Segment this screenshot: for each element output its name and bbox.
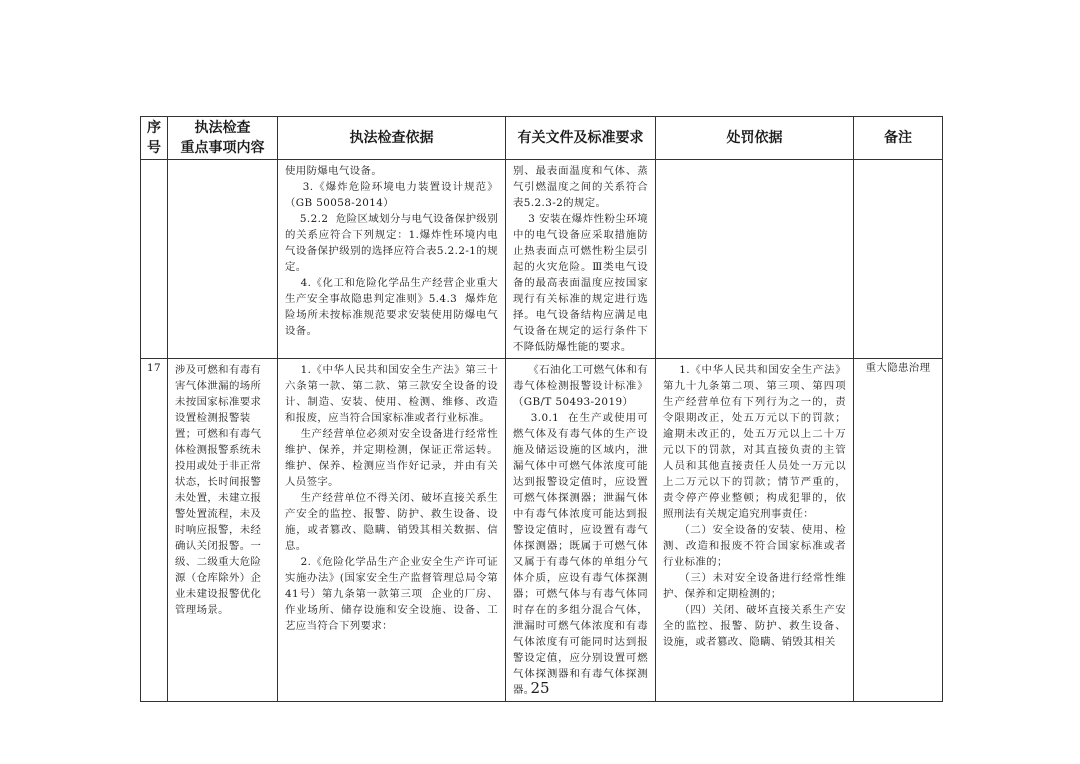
cell-standards — [506, 359, 656, 702]
enforcement-table — [140, 116, 943, 702]
header-content-line2: 重点事项内容 — [180, 140, 265, 156]
row-standards: 别、最表面温度和气体、蒸气引燃温度之间的关系符合表5.2.3-2的规定。 3 安装在爆炸性粉尘环境中的电气设备应采取措施防止热表面点可燃性粉尘层引起的火灾危险。Ⅲ类电气设备的最高表面温度应按国家现行有关标准的规定进行选择。电气设备结构应满足电气设备在规定的运行条件下不降低防爆性能的要求。 — [513, 165, 649, 353]
cell-basis — [278, 160, 506, 359]
cell-remarks — [854, 359, 943, 702]
row-penalty — [657, 161, 852, 165]
header-content-line1: 执法检查 — [194, 120, 251, 136]
table-row — [141, 160, 943, 359]
cell-remarks — [854, 160, 943, 359]
cell-penalty — [656, 160, 854, 359]
header-basis: 执法检查依据 — [278, 117, 506, 160]
row-content: 涉及可燃和有毒有害气体泄漏的场所未按国家标准要求设置检测报警装置；可燃和有毒气体检测报警系统未投用或处于非正常状态，长时间报警未处置，未建立报警处置流程，未及时响应报警，未经确认关闭报警。一级、二级重大危险源（仓库除外）企业未建设报警优化管理场景。 — [175, 364, 262, 616]
row-remarks — [855, 161, 941, 165]
row-basis: 1.《中华人民共和国安全生产法》第三十六条第一款、第二款、第三款安全设备的设计、制造、安装、使用、检测、维修、改造和报废，应当符合国家标准或者行业标准。 生产经营单位必须对安全设备进行经常性维护、保养，并定期检测，保证正常运转。维护、保养、检测应当作好记录，并由有关人员签字。 生产经营单位不得关闭、破坏直接关系生产安全的监控、报警、防护、救生设备、设施，或者篡改、隐瞒、销毁其相关数据、信息。 2.《危险化学品生产企业安全生产许可证实施办法》(国家安全生产监督管理总局令第41号）第九条第一款第三项 企业的厂房、作业场所、储存设施和安全设施、设备、工艺应当符合下列要求： — [285, 364, 499, 632]
table-header-row — [141, 117, 943, 160]
header-remarks: 备注 — [854, 117, 943, 160]
cell-standards — [506, 160, 656, 359]
cell-content — [168, 160, 278, 359]
row-remarks: 重大隐患治理 — [865, 362, 931, 374]
cell-content — [168, 359, 278, 702]
header-seq — [141, 117, 168, 160]
cell-basis — [278, 359, 506, 702]
page-number: 25 — [530, 679, 550, 697]
cell-seq — [141, 359, 168, 702]
row-standards: 《石油化工可燃气体和有毒气体检测报警设计标准》（GB/T 50493-2019） 3.0.1 在生产或使用可燃气体及有毒气体的生产设施及储运设施的区域内，泄漏气体中可燃气体浓度可能达到报警设定值时，应设置可燃气体探测器；泄漏气体中有毒气体浓度可能达到报警设定值时，应设置有毒气体探测器；既属于可燃气体又属于有毒气体的单组分气体介质，应设有毒气体探测器；可燃气体与有毒气体同时存在的多组分混合气体，泄漏时可燃气体浓度和有毒气体浓度有可能同时达到报警设定值，应分别设置可燃气体探测器和有毒气体探测器。 — [513, 364, 649, 696]
cell-seq — [141, 160, 168, 359]
header-content — [168, 117, 278, 160]
header-seq-line2: 号 — [147, 140, 161, 156]
row-penalty: 1.《中华人民共和国安全生产法》第九十九条第二项、第三项、第四项生产经营单位有下列行为之一的，责令限期改正，处五万元以下的罚款；逾期未改正的，处五万元以上二十万元以下的罚款，对其直接负责的主管人员和其他直接责任人员处一万元以上二万元以下的罚款；情节严重的，责令停产停业整顿；构成犯罪的，依照刑法有关规定追究刑事责任： （二）安全设备的安装、使用、检测、改造和报废不符合国家标准或者行业标准的； （三）未对安全设备进行经常性维护、保养和定期检测的； （四）关闭、破坏直接关系生产安全的监控、报警、防护、救生设备、设施，或者篡改、隐瞒、销毁其相关 — [663, 364, 847, 648]
cell-penalty — [656, 359, 854, 702]
header-standards: 有关文件及标准要求 — [506, 117, 656, 160]
row-seq: 17 — [146, 362, 162, 374]
row-content — [169, 161, 276, 165]
header-penalty: 处罚依据 — [656, 117, 854, 160]
table-row — [141, 359, 943, 702]
row-basis: 使用防爆电气设备。 3.《爆炸危险环境电力装置设计规范》（GB 50058-2014） 5.2.2 危险区域划分与电气设备保护级别的关系应符合下列规定：1.爆炸性环境内电气设备保护级别的选择应符合表5.2.2-1的规定。 4.《化工和危险化学品生产经营企业重大生产安全事故隐患判定准则》5.4.3 爆炸危险场所未按标准规范要求安装使用防爆电气设备。 — [285, 165, 499, 337]
header-seq-line1: 序 — [147, 120, 161, 136]
